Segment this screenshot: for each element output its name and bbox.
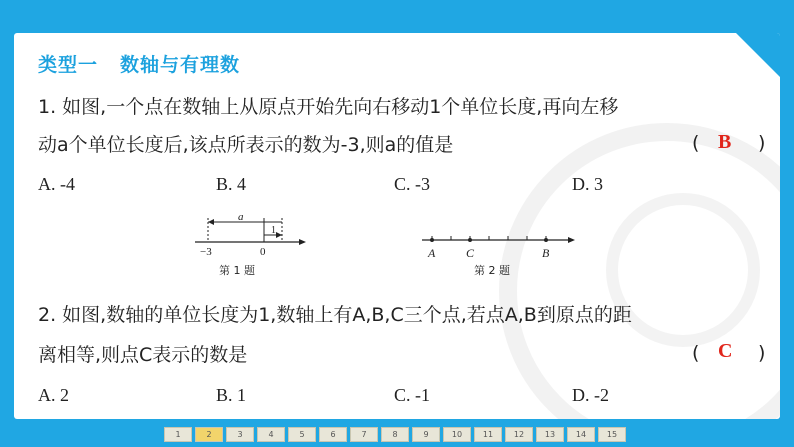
page-button-10[interactable]: 10 bbox=[443, 427, 471, 442]
fig2-point-a: A bbox=[428, 246, 436, 260]
q2-line1: 2. 如图,数轴的单位长度为1,数轴上有A,B,C三个点,若点A,B到原点的距 bbox=[38, 304, 632, 326]
page-button-9[interactable]: 9 bbox=[412, 427, 440, 442]
q1-paren-close: ) bbox=[758, 132, 766, 154]
page-button-5[interactable]: 5 bbox=[288, 427, 316, 442]
page-button-8[interactable]: 8 bbox=[381, 427, 409, 442]
q1-option-b[interactable]: B. 4 bbox=[216, 174, 247, 194]
q2-option-b[interactable]: B. 1 bbox=[216, 385, 247, 405]
page-button-14[interactable]: 14 bbox=[567, 427, 595, 442]
page-button-13[interactable]: 13 bbox=[536, 427, 564, 442]
q2-option-d[interactable]: D. -2 bbox=[572, 385, 609, 405]
q1-paren-open: ( bbox=[692, 132, 700, 154]
slide-pager bbox=[0, 427, 794, 441]
figure-2-caption: 第 2 题 bbox=[474, 264, 510, 277]
q1-option-c[interactable]: C. -3 bbox=[394, 174, 430, 194]
fig1-label-a: a bbox=[238, 211, 244, 223]
fig1-label-1: 1 bbox=[271, 225, 276, 236]
q1-option-d[interactable]: D. 3 bbox=[572, 174, 603, 194]
corner-ribbon bbox=[735, 33, 780, 78]
q2-paren-close: ) bbox=[758, 342, 766, 364]
q1-option-a[interactable]: A. -4 bbox=[38, 174, 75, 194]
q1-line1: 1. 如图,一个点在数轴上从原点开始先向右移动1个单位长度,再向左移 bbox=[38, 96, 619, 118]
page-button-12[interactable]: 12 bbox=[505, 427, 533, 442]
q2-line2: 离相等,则点C表示的数是 bbox=[38, 344, 248, 366]
page-button-7[interactable]: 7 bbox=[350, 427, 378, 442]
section-topic: 数轴与有理数 bbox=[120, 54, 241, 76]
figure-1-caption: 第 1 题 bbox=[219, 264, 255, 277]
fig1-tick-0: 0 bbox=[260, 246, 266, 258]
fig2-point-c: C bbox=[466, 246, 475, 260]
fig2-point-b: B bbox=[542, 246, 550, 260]
figure-2-number-line bbox=[418, 226, 583, 262]
page-button-15[interactable]: 15 bbox=[598, 427, 626, 442]
q1-answer: B bbox=[718, 131, 732, 153]
fig1-tick-neg3: −3 bbox=[200, 246, 212, 258]
q2-option-a[interactable]: A. 2 bbox=[38, 385, 69, 405]
q2-paren-open: ( bbox=[692, 342, 700, 364]
q2-answer: C bbox=[718, 340, 733, 362]
q1-line2: 动a个单位长度后,该点所表示的数为-3,则a的值是 bbox=[38, 134, 454, 156]
page-button-6[interactable]: 6 bbox=[319, 427, 347, 442]
page-button-1[interactable]: 1 bbox=[164, 427, 192, 442]
q2-option-c[interactable]: C. -1 bbox=[394, 385, 430, 405]
section-title bbox=[38, 50, 240, 77]
page-button-2[interactable]: 2 bbox=[195, 427, 223, 442]
section-prefix: 类型一 bbox=[38, 54, 99, 76]
page-button-11[interactable]: 11 bbox=[474, 427, 502, 442]
page-button-4[interactable]: 4 bbox=[257, 427, 285, 442]
figure-1-number-line bbox=[190, 210, 315, 262]
page-button-3[interactable]: 3 bbox=[226, 427, 254, 442]
